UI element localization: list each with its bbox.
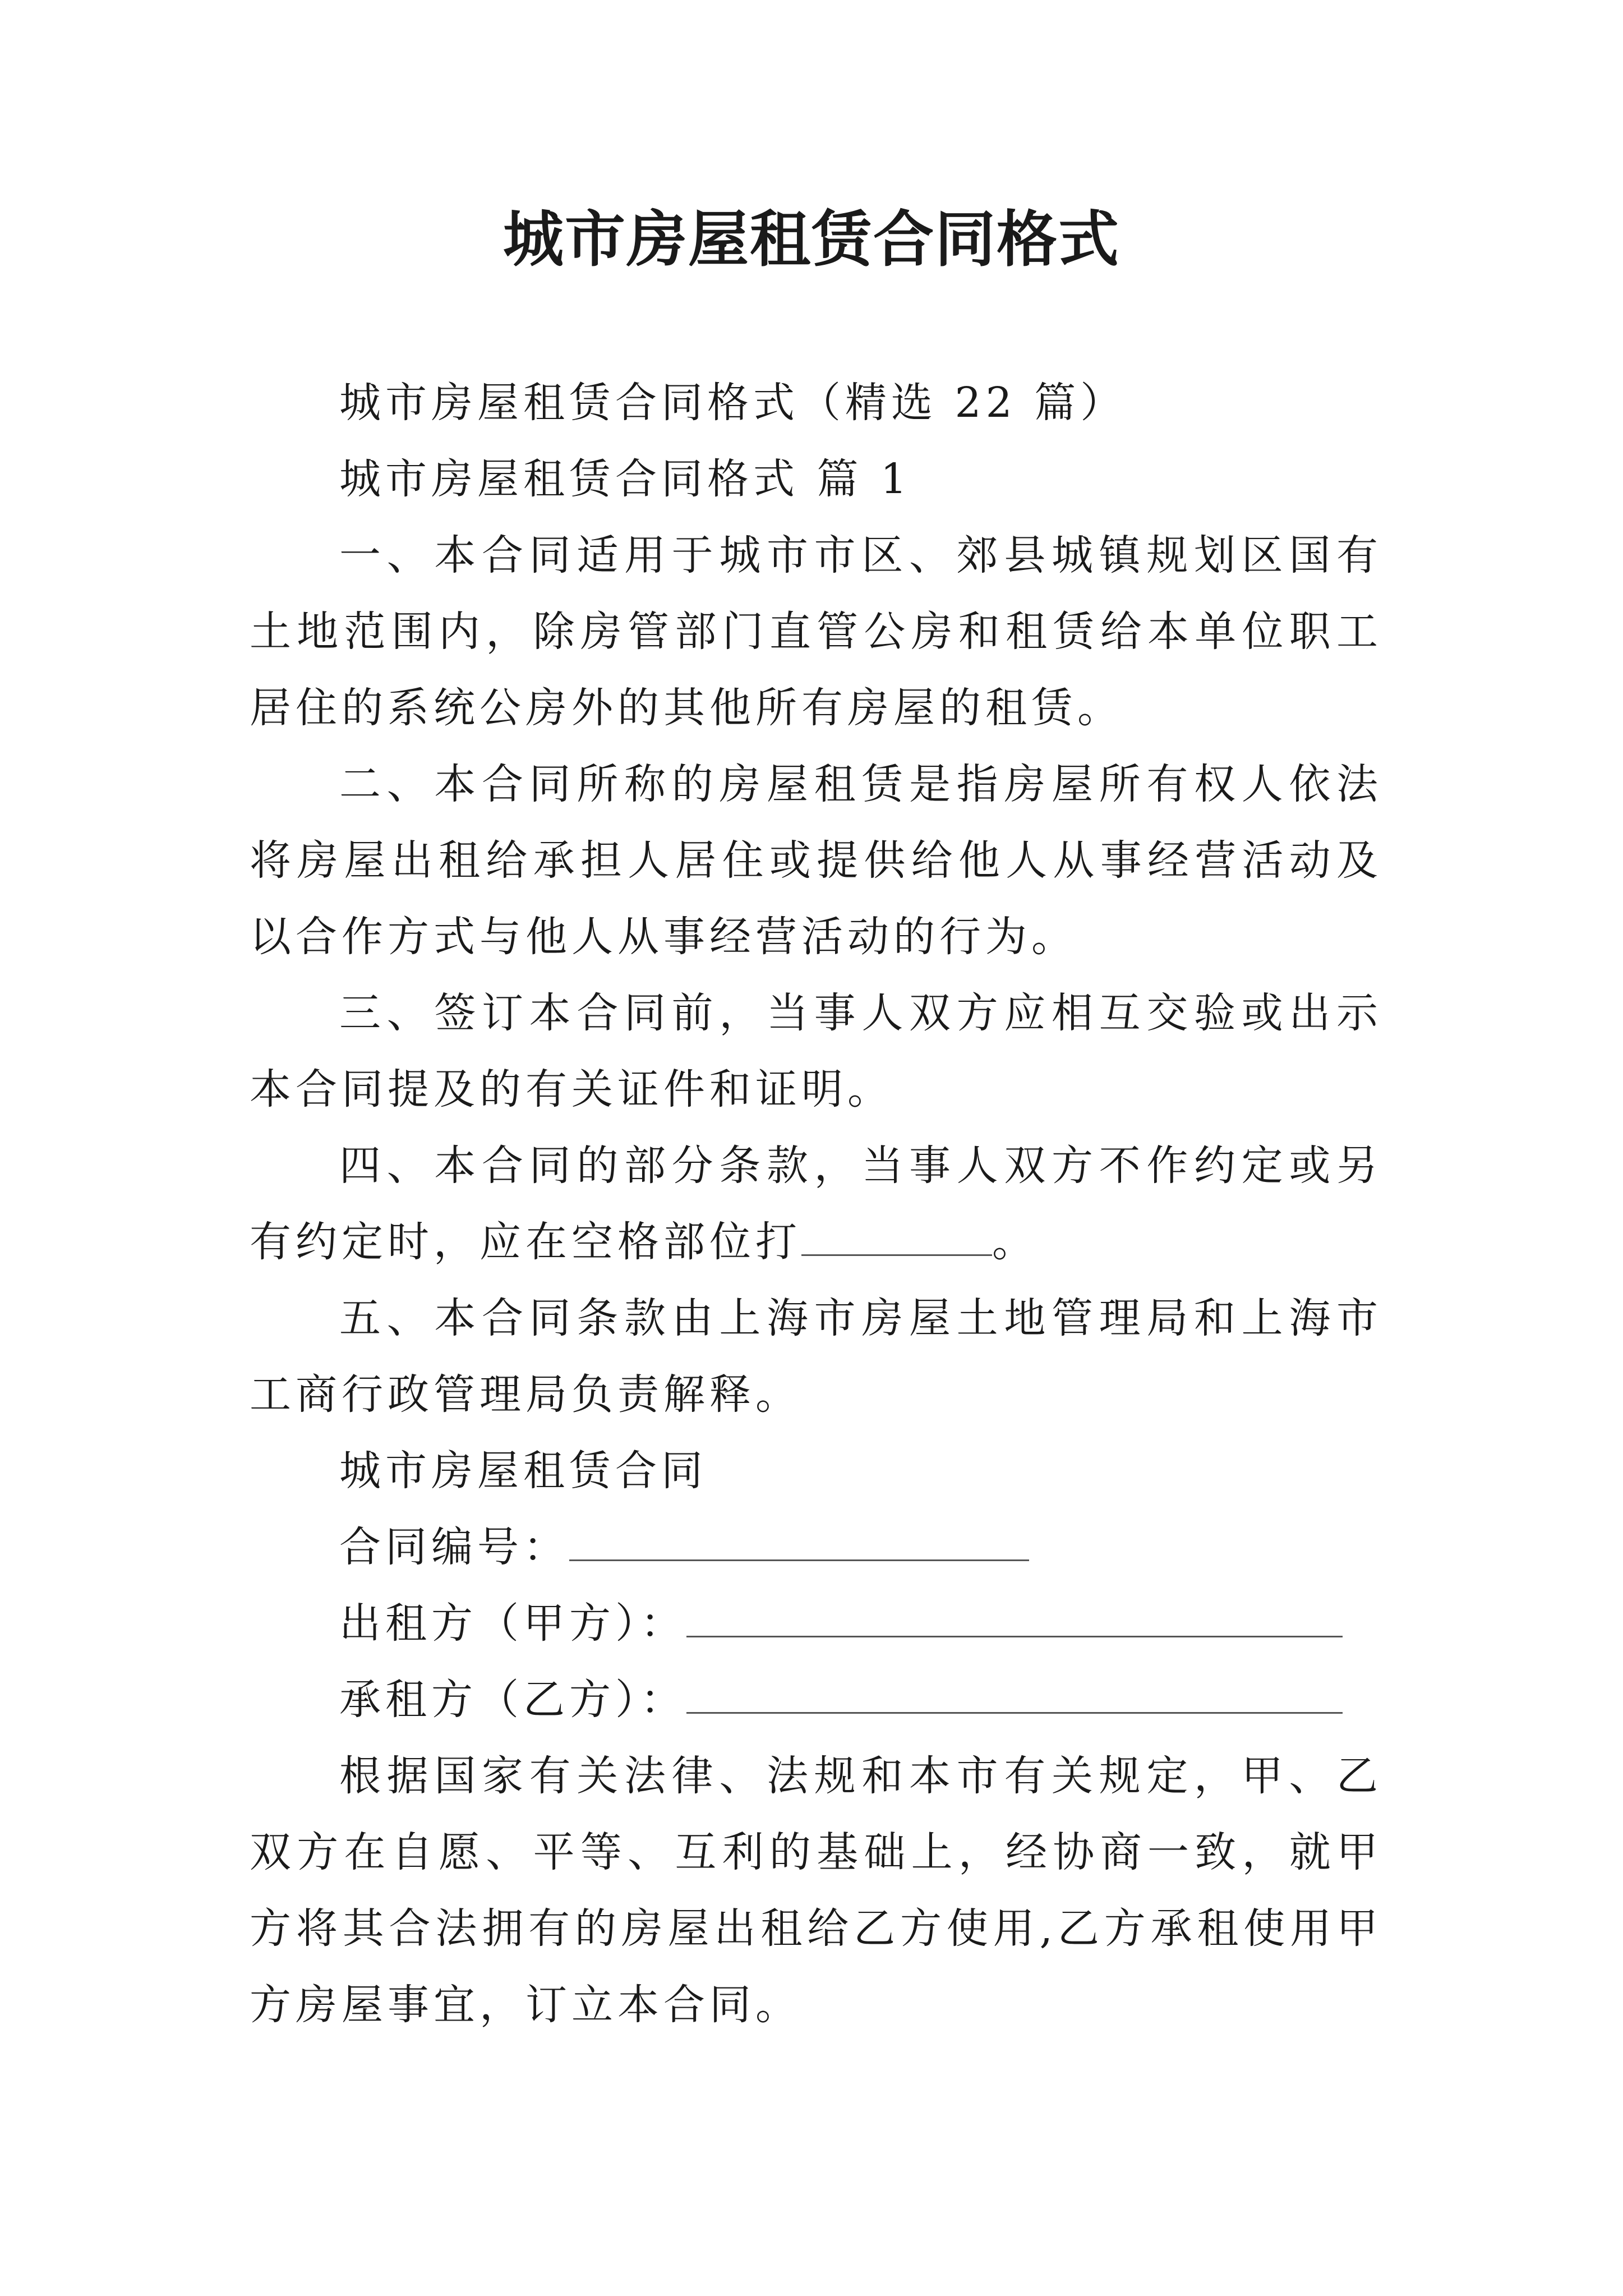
lessor-label: 出租方（甲方）：	[339, 1599, 686, 1648]
clause-2	[250, 746, 1382, 975]
document-body	[250, 365, 1382, 2043]
clause-4-suffix: 。	[992, 1218, 1038, 1266]
section-heading-text: 城市房屋租赁合同格式 篇 1	[339, 455, 912, 503]
lessee-line	[250, 1662, 1382, 1738]
clause-4-text: 四、本合同的部分条款，当事人双方不作约定或另有约定时，应在空格部位打	[250, 1142, 1382, 1266]
preamble-text: 根据国家有关法律、法规和本市有关规定，甲、乙双方在自愿、平等、互利的基础上，经协商一致，就甲方将其合法拥有的房屋出租给乙方使用,乙方承租使用甲方房屋事宜，订立本合同。	[250, 1752, 1382, 2029]
lessor-blank	[686, 1602, 1343, 1637]
section-heading	[250, 441, 1382, 517]
contract-number-line	[250, 1509, 1382, 1585]
contract-heading	[250, 1433, 1382, 1509]
clause-5-text: 五、本合同条款由上海市房屋土地管理局和上海市工商行政管理局负责解释。	[250, 1294, 1382, 1419]
lessor-line	[250, 1585, 1382, 1662]
clause-4-blank	[801, 1221, 992, 1256]
clause-4	[250, 1128, 1382, 1280]
preamble	[250, 1738, 1382, 2043]
clause-3	[250, 975, 1382, 1128]
clause-1-text: 一、本合同适用于城市市区、郊县城镇规划区国有土地范围内，除房管部门直管公房和租赁给本单位职工居住的系统公房外的其他所有房屋的租赁。	[250, 531, 1382, 732]
subtitle-text: 城市房屋租赁合同格式（精选 22 篇）	[339, 379, 1127, 427]
clause-2-text: 二、本合同所称的房屋租赁是指房屋所有权人依法将房屋出租给承担人居住或提供给他人从事经营活动及以合作方式与他人从事经营活动的行为。	[250, 760, 1382, 961]
clause-5	[250, 1280, 1382, 1433]
contract-heading-text: 城市房屋租赁合同	[339, 1447, 707, 1495]
clause-1	[250, 517, 1382, 746]
contract-number-label: 合同编号：	[339, 1523, 569, 1571]
document-title: 城市房屋租赁合同格式	[502, 204, 1120, 275]
contract-number-blank	[569, 1526, 1029, 1561]
subtitle-line	[250, 365, 1382, 441]
lessee-label: 承租方（乙方）：	[339, 1676, 686, 1724]
clause-3-text: 三、签订本合同前，当事人双方应相互交验或出示本合同提及的有关证件和证明。	[250, 989, 1382, 1114]
lessee-blank	[686, 1678, 1343, 1714]
